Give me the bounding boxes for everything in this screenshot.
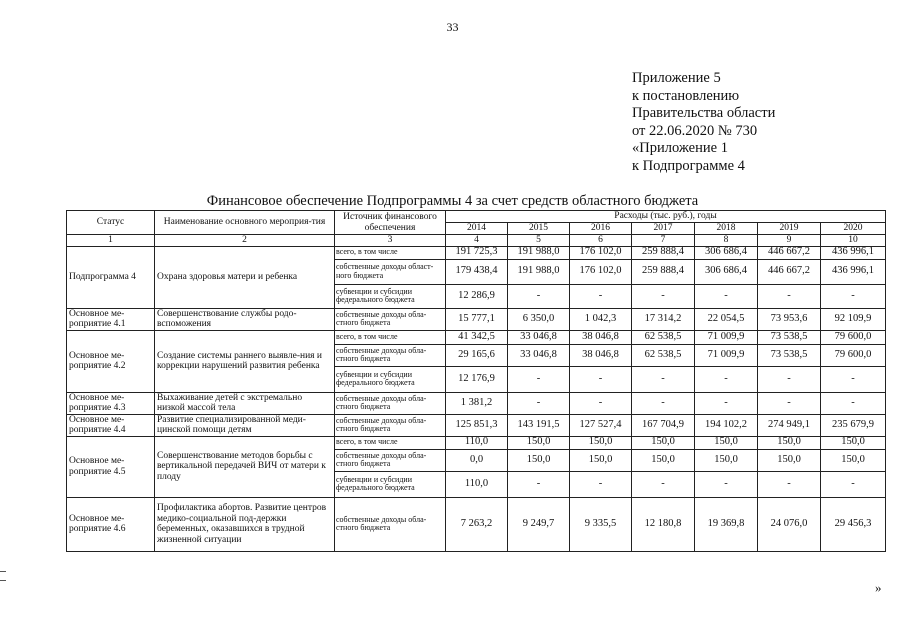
value-cell: 24 076,0 (758, 497, 821, 551)
value-cell: 1 381,2 (446, 392, 508, 414)
table-row (67, 330, 886, 344)
value-cell: 446 667,2 (758, 259, 821, 284)
value-cell: 110,0 (446, 436, 508, 449)
activity-name-cell: Охрана здоровья матери и ребенка (155, 246, 335, 308)
status-cell: Основное ме-роприятие 4.1 (67, 308, 155, 330)
closing-quote: » (875, 580, 882, 595)
value-cell: 62 538,5 (632, 344, 695, 366)
value-cell: 110,0 (446, 471, 508, 497)
table-row (67, 497, 886, 551)
value-cell: 62 538,5 (632, 330, 695, 344)
value-cell: 38 046,8 (570, 330, 632, 344)
col-number: 9 (758, 235, 821, 247)
value-cell: 15 777,1 (446, 308, 508, 330)
appendix-line: «Приложение 1 (632, 140, 728, 156)
value-cell: - (508, 366, 570, 392)
value-cell: 150,0 (508, 436, 570, 449)
header-source: Источник финансового обеспечения (335, 211, 446, 235)
activity-name-cell: Профилактика абортов. Развитие центров медико-социальной под-держки беременных, оказавшихся в трудной жизненной ситуации (155, 497, 335, 551)
value-cell: - (632, 284, 695, 308)
value-cell: 150,0 (570, 436, 632, 449)
value-cell: 73 953,6 (758, 308, 821, 330)
value-cell: 150,0 (821, 449, 886, 471)
value-cell: 194 102,2 (695, 414, 758, 436)
funding-source-cell: собственные доходы обла-стного бюджета (335, 497, 446, 551)
appendix-line: Приложение 5 (632, 70, 721, 86)
value-cell: - (508, 392, 570, 414)
value-cell: 125 851,3 (446, 414, 508, 436)
value-cell: - (821, 284, 886, 308)
value-cell: - (632, 471, 695, 497)
header-year: 2019 (758, 223, 821, 235)
value-cell: 150,0 (570, 449, 632, 471)
value-cell: 33 046,8 (508, 330, 570, 344)
value-cell: - (758, 366, 821, 392)
activity-name-cell: Развитие специализированной меди-цинской помощи детям (155, 414, 335, 436)
col-number: 6 (570, 235, 632, 247)
funding-source-cell: субвенции и субсидии федерального бюджета (335, 284, 446, 308)
header-name: Наименование основного мероприя-тия (155, 211, 335, 235)
value-cell: 71 009,9 (695, 330, 758, 344)
value-cell: 306 686,4 (695, 246, 758, 259)
funding-source-cell: собственные доходы обла-стного бюджета (335, 308, 446, 330)
value-cell: 12 286,9 (446, 284, 508, 308)
value-cell: 38 046,8 (570, 344, 632, 366)
header-year: 2014 (446, 223, 508, 235)
value-cell: - (821, 471, 886, 497)
value-cell: - (570, 392, 632, 414)
value-cell: 79 600,0 (821, 330, 886, 344)
margin-mark (0, 580, 6, 581)
activity-name-cell: Выхаживание детей с экстремально низкой массой тела (155, 392, 335, 414)
value-cell: - (821, 366, 886, 392)
value-cell: 71 009,9 (695, 344, 758, 366)
header-expenses: Расходы (тыс. руб.), годы (446, 211, 886, 223)
value-cell: 12 176,9 (446, 366, 508, 392)
value-cell: 436 996,1 (821, 259, 886, 284)
status-cell: Основное ме-роприятие 4.5 (67, 436, 155, 497)
status-cell: Основное ме-роприятие 4.3 (67, 392, 155, 414)
value-cell: 150,0 (632, 449, 695, 471)
value-cell: - (695, 392, 758, 414)
table-row (67, 392, 886, 414)
value-cell: 176 102,0 (570, 259, 632, 284)
activity-name-cell: Создание системы раннего выявле-ния и коррекции нарушений развития ребенка (155, 330, 335, 392)
value-cell: 143 191,5 (508, 414, 570, 436)
value-cell: 73 538,5 (758, 344, 821, 366)
value-cell: - (695, 284, 758, 308)
appendix-block (632, 70, 775, 175)
value-cell: 150,0 (695, 449, 758, 471)
funding-source-cell: всего, в том числе (335, 330, 446, 344)
value-cell: 306 686,4 (695, 259, 758, 284)
header-status: Статус (67, 211, 155, 235)
header-year: 2017 (632, 223, 695, 235)
appendix-line: Правительства области (632, 105, 776, 121)
table-row (67, 246, 886, 259)
value-cell: 22 054,5 (695, 308, 758, 330)
value-cell: 9 249,7 (508, 497, 570, 551)
value-cell: 259 888,4 (632, 259, 695, 284)
funding-source-cell: собственные доходы обла-стного бюджета (335, 414, 446, 436)
header-year: 2016 (570, 223, 632, 235)
status-cell: Основное ме-роприятие 4.2 (67, 330, 155, 392)
col-number: 8 (695, 235, 758, 247)
funding-source-cell: собственные доходы обла-стного бюджета (335, 392, 446, 414)
value-cell: 7 263,2 (446, 497, 508, 551)
header-year: 2020 (821, 223, 886, 235)
table-row (67, 436, 886, 449)
value-cell: 436 996,1 (821, 246, 886, 259)
funding-source-cell: собственные доходы обла-стного бюджета (335, 344, 446, 366)
value-cell: 191 988,0 (508, 246, 570, 259)
value-cell: 150,0 (695, 436, 758, 449)
funding-source-cell: собственные доходы област-ного бюджета (335, 259, 446, 284)
funding-source-cell: субвенции и субсидии федерального бюджета (335, 471, 446, 497)
col-number: 2 (155, 235, 335, 247)
value-cell: 150,0 (508, 449, 570, 471)
value-cell: 17 314,2 (632, 308, 695, 330)
value-cell: 235 679,9 (821, 414, 886, 436)
margin-mark (0, 571, 6, 572)
value-cell: - (508, 284, 570, 308)
col-number: 4 (446, 235, 508, 247)
value-cell: - (632, 392, 695, 414)
value-cell: 12 180,8 (632, 497, 695, 551)
header-year: 2015 (508, 223, 570, 235)
status-cell: Подпрограмма 4 (67, 246, 155, 308)
value-cell: 150,0 (632, 436, 695, 449)
value-cell: - (632, 366, 695, 392)
value-cell: 176 102,0 (570, 246, 632, 259)
value-cell: - (570, 471, 632, 497)
appendix-line: от 22.06.2020 № 730 (632, 122, 758, 139)
value-cell: 191 988,0 (508, 259, 570, 284)
col-number: 1 (67, 235, 155, 247)
value-cell: 259 888,4 (632, 246, 695, 259)
value-cell: - (570, 284, 632, 308)
value-cell: 446 667,2 (758, 246, 821, 259)
appendix-line: к постановлению (632, 87, 740, 104)
value-cell: 0,0 (446, 449, 508, 471)
value-cell: 73 538,5 (758, 330, 821, 344)
activity-name-cell: Совершенствование методов борьбы с вертикальной передачей ВИЧ от матери к плоду (155, 436, 335, 497)
table-row (67, 308, 886, 330)
status-cell: Основное ме-роприятие 4.4 (67, 414, 155, 436)
value-cell: 29 165,6 (446, 344, 508, 366)
value-cell: 6 350,0 (508, 308, 570, 330)
activity-name-cell: Совершенствование службы родо-вспоможения (155, 308, 335, 330)
funding-source-cell: собственные доходы обла-стного бюджета (335, 449, 446, 471)
header-year: 2018 (695, 223, 758, 235)
value-cell: 150,0 (758, 449, 821, 471)
value-cell: - (758, 284, 821, 308)
appendix-line: к Подпрограмме 4 (632, 157, 745, 174)
funding-source-cell: всего, в том числе (335, 246, 446, 259)
value-cell: 127 527,4 (570, 414, 632, 436)
funding-source-cell: субвенции и субсидии федерального бюджета (335, 366, 446, 392)
funding-source-cell: всего, в том числе (335, 436, 446, 449)
value-cell: 274 949,1 (758, 414, 821, 436)
table-row (67, 414, 886, 436)
value-cell: 41 342,5 (446, 330, 508, 344)
col-number: 5 (508, 235, 570, 247)
value-cell: - (508, 471, 570, 497)
value-cell: - (758, 392, 821, 414)
value-cell: - (695, 471, 758, 497)
value-cell: 33 046,8 (508, 344, 570, 366)
value-cell: 29 456,3 (821, 497, 886, 551)
value-cell: 150,0 (821, 436, 886, 449)
col-number: 10 (821, 235, 886, 247)
value-cell: 191 725,3 (446, 246, 508, 259)
value-cell: 150,0 (758, 436, 821, 449)
value-cell: - (695, 366, 758, 392)
col-number: 3 (335, 235, 446, 247)
table-title: Финансовое обеспечение Подпрограммы 4 за счет средств областного бюджета (206, 193, 699, 209)
value-cell: - (570, 366, 632, 392)
value-cell: - (821, 392, 886, 414)
value-cell: 9 335,5 (570, 497, 632, 551)
value-cell: 167 704,9 (632, 414, 695, 436)
value-cell: 179 438,4 (446, 259, 508, 284)
value-cell: 1 042,3 (570, 308, 632, 330)
col-number: 7 (632, 235, 695, 247)
value-cell: 19 369,8 (695, 497, 758, 551)
value-cell: 92 109,9 (821, 308, 886, 330)
finance-table (66, 210, 886, 552)
value-cell: 79 600,0 (821, 344, 886, 366)
status-cell: Основное ме-роприятие 4.6 (67, 497, 155, 551)
page-number: 33 (446, 20, 459, 34)
value-cell: - (758, 471, 821, 497)
